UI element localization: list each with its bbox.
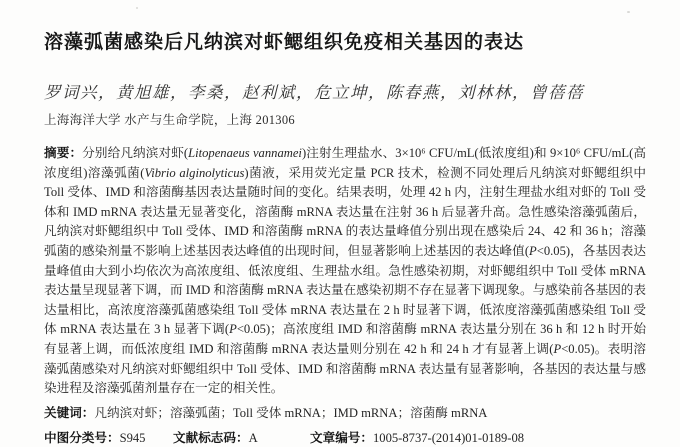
abstract-run: <0.05)。表明溶藻弧菌感染对凡纳滨对虾鳃组织中 Toll 受体、IMD 和溶菌酶 mRNA 表达量有显著影响，各基因的表达量与感染进程及溶藻弧菌剂量存在一定的相关性。 xyxy=(44,341,646,396)
abstract-run: <0.05)；高浓度组 IMD 和溶菌酶 mRNA 表达量分别在 36 h 和 12 h 时开始有显著上调，而低浓度组 IMD 和溶菌酶 mRNA 表达量则分别在 42 h 和 24 h 才有显著上调( xyxy=(44,322,646,356)
abstract-run: )注射生理盐水、3×10⁶ CFU/mL(低浓度组)和 9×10⁶ CFU/mL(高浓度组)溶藻弧菌( xyxy=(44,146,647,180)
abstract-paragraph xyxy=(44,144,646,399)
meta-line xyxy=(44,429,646,447)
clc-label: 中图分类号： xyxy=(44,430,120,445)
keywords-text: 凡纳滨对虾；溶藻弧菌；Toll 受体 mRNA；IMD mRNA；溶菌酶 mRNA xyxy=(94,405,488,420)
document-code-value: A xyxy=(248,430,258,445)
authors-line: 罗词兴，黄旭雄，李桑，赵利斌，危立坤，陈春燕，刘林林，曾蓓蓓 xyxy=(44,83,584,102)
scan-speck xyxy=(136,7,138,9)
species-name-latin: Litopenaeus vannamei xyxy=(188,146,302,160)
abstract-run: <0.05)，各基因表达量峰值由大到小均依次为高浓度组、低浓度组、生理盐水组。急性感染初期，对虾鳃组织中 Toll 受体 mRNA 表达量呈现显著下调，而 IMD 和溶菌酶 mRNA 表达量在感染初期不存在显著下调现象。与感染前各基因的表达量相比，高浓度溶藻弧菌感染组 Toll 受体 mRNA 表达量在 2 h 时显著下调，低浓度溶藻弧菌感染组 Toll 受体 mRNA 表达量在 3 h 显著下调( xyxy=(44,243,646,337)
abstract-run: 分别给凡纳滨对虾( xyxy=(82,146,189,160)
document-code xyxy=(173,429,310,447)
p-value-symbol: P xyxy=(553,341,562,356)
species-name-latin: Vibrio alginolyticus xyxy=(144,165,245,180)
clc-value: S945 xyxy=(119,430,146,445)
p-value-symbol: P xyxy=(529,243,537,258)
clc-number xyxy=(44,429,173,447)
article-id-label: 文章编号： xyxy=(310,430,373,445)
article-id xyxy=(310,429,646,447)
keywords-line xyxy=(44,404,646,422)
abstract-run: )菌液，采用荧光定量 PCR 技术，检测不同处理后凡纳滨对虾鳃组织中 Toll 受体、IMD 和溶菌酶基因表达量随时间的变化。结果表明，处理 42 h 内，注射生理盐水组对虾的 Toll 受体和 IMD mRNA 表达量无显著变化，溶菌酶 mRNA 表达量在注射 36 h 后显著升高。急性感染溶藻弧菌后，凡纳滨对虾鳃组织中 Toll 受体、IMD 和溶菌酶 mRNA 的表达量峰值分别出现在感染后 24、42 和 36 h；溶藻弧菌的感染剂量不影响上述基因表达峰值的出现时间，但显著影响上述基因的表达峰值( xyxy=(44,165,647,258)
abstract-label: 摘要： xyxy=(44,146,83,160)
keywords-label: 关键词： xyxy=(44,405,95,420)
paper-title: 溶藻弧菌感染后凡纳滨对虾鳃组织免疫相关基因的表达 xyxy=(44,32,525,53)
scan-speck xyxy=(627,11,630,13)
article-id-value: 1005-8737-(2014)01-0189-08 xyxy=(372,430,525,445)
p-value-symbol: P xyxy=(229,322,237,337)
document-code-label: 文献标志码： xyxy=(173,430,249,445)
affiliation-line: 上海海洋大学 水产与生命学院，上海 201306 xyxy=(44,113,295,127)
